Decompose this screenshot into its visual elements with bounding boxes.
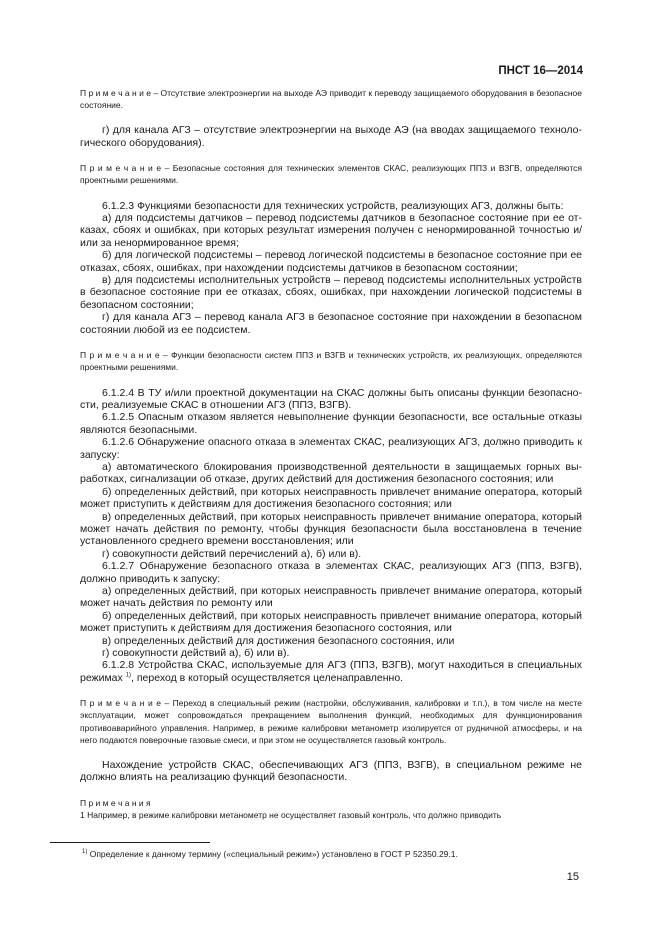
para-6-1-2-8-text: 6.1.2.8 Устройства СКАС, используемые для АГЗ (ППЗ, ВЗГВ), могут находиться в специальных режимах [80, 659, 582, 684]
para-6-1-2-7: 6.1.2.7 Обнаружение безопасного отказа в элементах СКАС, реализующих АГЗ (ППЗ, ВЗГВ), должно приводить к запуску: [80, 560, 582, 585]
para-6-1-2-3-g: г) для канала АГЗ – перевод канала АГЗ в безопасное состояние при нахождении в безопасном состоянии любой из ее подсистем. [80, 311, 582, 336]
notes-heading: П р и м е ч а н и я [80, 797, 151, 808]
note-label: П р и м е ч а н и е [80, 698, 161, 709]
note-5-item-1: 1 Например, в режиме калибровки метанометр не осуществляет газовый контроль, что должно приводить [80, 810, 502, 821]
para-6-1-2-7-b: б) определенных действий, при которых неисправность привлечет внимание оператора, который может приступить к действиям для достижения безопасного состояния, или [80, 609, 582, 635]
para-6-1-2-6-g: г) совокупности действий перечислений а), б) или в). [102, 547, 362, 560]
footnote [82, 849, 582, 860]
note-4 [80, 697, 582, 746]
para-6-1-2-6-a: а) автоматического блокирования производственной деятельности в защищаемых горных выработках, сигнализации об отказе, других действий для достижения безопасного состояния; или [80, 460, 582, 486]
para-6-1-2-6: 6.1.2.6 Обнаружение опасного отказа в элементах СКАС, реализующих АГЗ, должно приводить к запуску: [80, 436, 582, 461]
footnote-divider [50, 842, 210, 843]
para-6-1-2-4: 6.1.2.4 В ТУ и/или проектной документации на СКАС должны быть описаны функции безопасности, реализуемые СКАС в отношении АГЗ (ППЗ, ВЗГВ). [80, 386, 582, 411]
document-id-header: ПНСТ 16—2014 [498, 65, 583, 77]
note-label: П р и м е ч а н и е [80, 88, 151, 98]
note-1 [80, 87, 582, 111]
footnote-reference: 1) [125, 672, 132, 679]
para-6-1-2-5: 6.1.2.5 Опасным отказом является невыполнение функции безопасности, все остальные отказы являются безопасными. [80, 411, 582, 436]
para-special-mode: Нахождение устройств СКАС, обеспечивающих АГЗ (ППЗ, ВЗГВ), в специальном режиме не должно влиять на реализацию функций безопасности. [80, 759, 582, 784]
para-g-channel: г) для канала АГЗ – отсутствие электроэнергии на выходе АЭ (на вводах защищаемого технологического оборудования). [80, 124, 582, 149]
note-text: – Безопасные состояния для технических элементов СКАС, реализующих ППЗ и ВЗГВ, определяются проектными решениями. [80, 163, 582, 186]
para-6-1-2-6-b: б) определенных действий, при которых неисправность привлечет внимание оператора, который может приступить к действиям для достижения безопасного состояния; или [80, 485, 582, 511]
footnote-text: Определение к данному термину («специальный режим») установлено в ГОСТ Р 52350.29.1. [89, 849, 458, 859]
note-text: – Отсутствие электроэнергии на выходе АЭ приводит к переводу защищаемого оборудования в безопасное состояние. [80, 88, 582, 111]
para-6-1-2-3-a: а) для подсистемы датчиков – перевод подсистемы датчиков в безопасное состояние при ее отказах, сбоях и ошибках, при которых результат измерения получен с ненормированной точностью и/или за ненормированное время; [80, 212, 582, 249]
note-2 [80, 162, 582, 186]
para-6-1-2-7-g: г) совокупности действий а), б) или в). [102, 647, 290, 660]
note-text: – Функции безопасности систем ППЗ и ВЗГВ и технических устройств, их реализующих, определяются проектными решениями. [80, 350, 582, 373]
para-6-1-2-3: 6.1.2.3 Функциями безопасности для технических устройств, реализующих АГЗ, должны быть: [102, 199, 564, 212]
note-text: – Переход в специальный режим (настройки, обслуживания, калибровки и т.п.), в том числе на месте эксплуатации, может сопровождаться прекращением выполнения функций, необходимых для функционирования противоаварийного управления. Например, в режиме калибровки метанометр изолируется от рудничной атмосферы, и на него подаются поверочные газовые смеси, и при этом не осуществляется газовый контроль. [80, 698, 582, 745]
note-label: П р и м е ч а н и е [80, 163, 162, 174]
note-label: П р и м е ч а н и е [80, 350, 160, 361]
para-6-1-2-3-b: б) для логической подсистемы – перевод логической подсистемы в безопасное состояние при ее отказах, сбоях, ошибках, при нахождении подсистемы датчиков в безопасном состоянии; [80, 249, 582, 274]
para-6-1-2-6-v: в) определенных действий, при которых неисправность привлечет внимание оператора, который может начать действия по ремонту, чтобы функция безопасности была восстановлена в течение установленного среднего времени восстановления; или [80, 510, 582, 548]
note-3 [80, 349, 582, 373]
para-6-1-2-7-a: а) определенных действий, при которых неисправность привлечет внимание оператора, который может начать действия по ремонту или [80, 585, 582, 610]
para-6-1-2-8 [80, 659, 582, 684]
para-6-1-2-8-text-end: , переход в который осуществляется целенаправленно. [131, 671, 404, 684]
para-6-1-2-7-v: в) определенных действий для достижения безопасного состояния, или [102, 634, 455, 647]
footnote-mark: 1) [82, 849, 88, 856]
page-number: 15 [566, 871, 579, 883]
page-content [80, 87, 582, 821]
para-6-1-2-3-v: в) для подсистемы исполнительных устройств – перевод подсистемы исполнительных устройств в безопасное состояние при ее отказах, сбоях, ошибках, при нахождении логической подсистемы в безопасном состоянии; [80, 274, 582, 311]
